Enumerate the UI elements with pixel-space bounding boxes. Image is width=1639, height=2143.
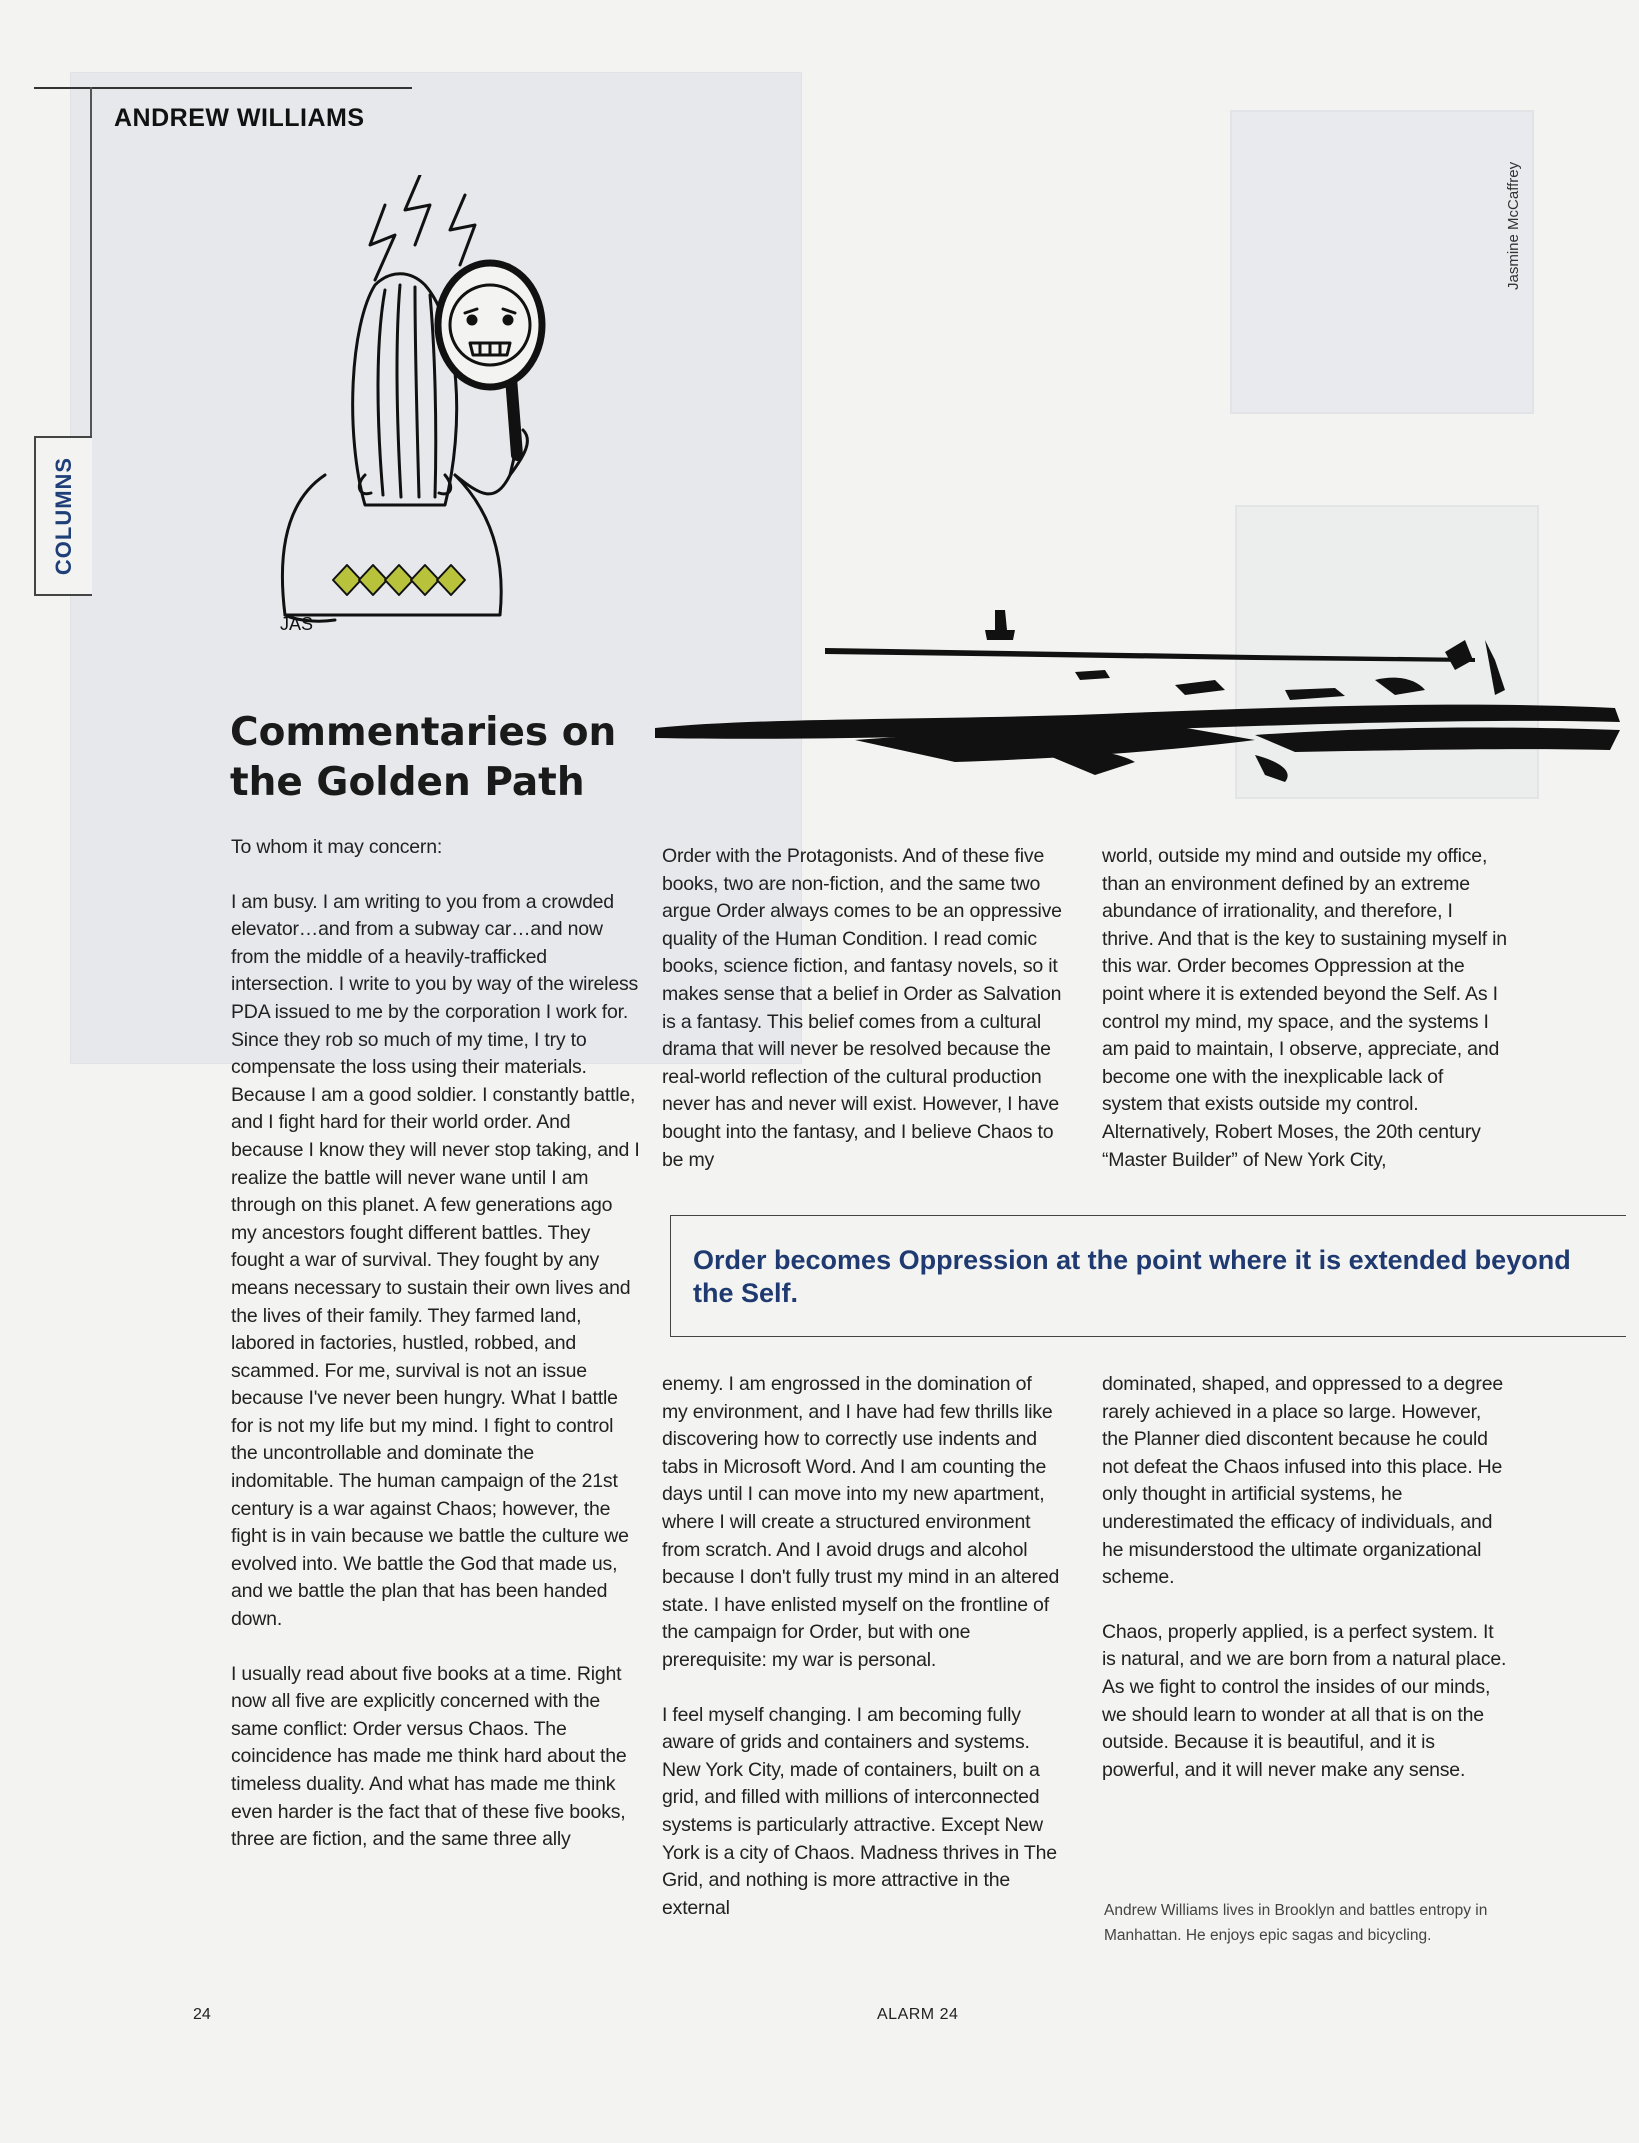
body-paragraph: dominated, shaped, and oppressed to a degree rarely achieved in a place so large. However, the Planner died discontent because he could not defeat the Chaos infused into this place. He only thought in artificial systems, he underestimated the efficacy of individuals, and he misunderstood the ultimate organizational scheme. (1102, 1373, 1504, 1589)
artist-signature: JAS (280, 614, 314, 634)
brush-stroke-graphic (655, 600, 1625, 800)
page-number: 24 (193, 2006, 211, 2023)
illustration-credit: Jasmine McCaffrey (1505, 161, 1522, 290)
article-column-3-bottom (1102, 1371, 1507, 1811)
author-bio: Andrew Williams lives in Brooklyn and battles entropy in Manhattan. He enjoys epic sagas and bicycling. (1104, 1902, 1488, 1944)
woman-with-mirror-illustration (255, 175, 655, 635)
article-column-2-top (662, 843, 1062, 1201)
author-byline: ANDREW WILLIAMS (114, 104, 365, 132)
body-paragraph: Order with the Protagonists. And of these five books, two are non-fiction, and the same two argue Order always comes to be an oppressive quality of the Human Condition. I read comic books, science fiction, and fantasy novels, so it makes sense that a belief in Order as Salvation is a fantasy. This belief comes from a cultural drama that will never be resolved because the real-world reflection of the cultural production never has and never will exist. However, I have bought into the fantasy, and I believe Chaos to be my (662, 845, 1062, 1171)
headline-line-1: Commentaries on (230, 710, 617, 755)
body-paragraph: I usually read about five books at a time. Right now all five are explicitly concerned with the same conflict: Order versus Chaos. The coincidence has made me think hard about the timeless duality. And what has made me think even harder is the fact that of these five books, three are fiction, and the same three ally (231, 1662, 627, 1851)
article-column-3-top (1102, 843, 1507, 1201)
body-paragraph: Chaos, properly applied, is a perfect system. It is natural, and we are born from a natural place. As we fight to control the insides of our minds, we should learn to wonder at all that is on the outside. Because it is beautiful, and it is powerful, and it will never make any sense. (1102, 1620, 1507, 1781)
article-headline (230, 708, 670, 808)
section-tab (34, 436, 92, 596)
body-paragraph: enemy. I am engrossed in the domination of my environment, and I have had few thrills like discovering how to correctly use indents and tabs in Microsoft Word. And I am counting the days until I can move into my new apartment, where I will create a structured environment from scratch. And I avoid drugs and alcohol because I don't fully trust my mind in an altered state. I have enlisted myself on the frontline of the campaign for Order, but with one prerequisite: my war is personal. (662, 1373, 1060, 1671)
body-paragraph: I am busy. I am writing to you from a crowded elevator…and from a subway car…and now from the middle of a heavily-trafficked intersection. I write to you by way of the wireless PDA issued to me by the corporation I work for. Since they rob so much of my time, I try to compensate the loss using their materials. Because I am a good soldier. I constantly battle, and I fight hard for their world order. And because I know they will never stop taking, and I realize the battle will never wane until I am through on this planet. A few generations ago my ancestors fought different battles. They fought a war of survival. They fought by any means necessary to sustain their own lives and the lives of their family. They farmed land, labored in factories, hustled, robbed, and scammed. For me, survival is not an issue because I've never been hungry. What I battle for is not my life but my mind. I fight to control the uncontrollable and dominate the indomitable. The human campaign of the 21st century is a war against Chaos; however, the fight is in vain because we battle the culture we evolved into. We battle the God that made us, and we battle the plan that has been handed down. (231, 890, 640, 1631)
body-paragraph: world, outside my mind and outside my office, than an environment defined by an extreme abundance of irrationality, and therefore, I thrive. And that is the key to sustaining myself in this war. Order becomes Oppression at the point where it is extended beyond the Self. As I control my mind, my space, and the systems I am paid to maintain, I observe, appreciate, and become one with the inexplicable lack of system that exists outside my control. Alternatively, Robert Moses, the 20th century “Master Builder” of New York City, (1102, 845, 1507, 1171)
article-column-1 (231, 834, 641, 1881)
body-paragraph: I feel myself changing. I am becoming fully aware of grids and containers and systems. New York City, made of containers, built on a grid, and filled with millions of interconnected systems is particularly attractive. Except New York is a city of Chaos. Madness thrives in The Grid, and nothing is more attractive in the external (662, 1703, 1057, 1919)
pull-quote-box (670, 1215, 1626, 1337)
pull-quote-text: Order becomes Oppression at the point where it is extended beyond the Self. (693, 1245, 1571, 1308)
show-through-ad-right-top (1230, 110, 1534, 414)
issue-folio: ALARM 24 (877, 2006, 959, 2023)
section-tab-label: COLUMNS (51, 456, 76, 576)
article-column-2-bottom (662, 1371, 1062, 1949)
headline-line-2: the Golden Path (230, 760, 585, 805)
salutation: To whom it may concern: (231, 836, 443, 858)
